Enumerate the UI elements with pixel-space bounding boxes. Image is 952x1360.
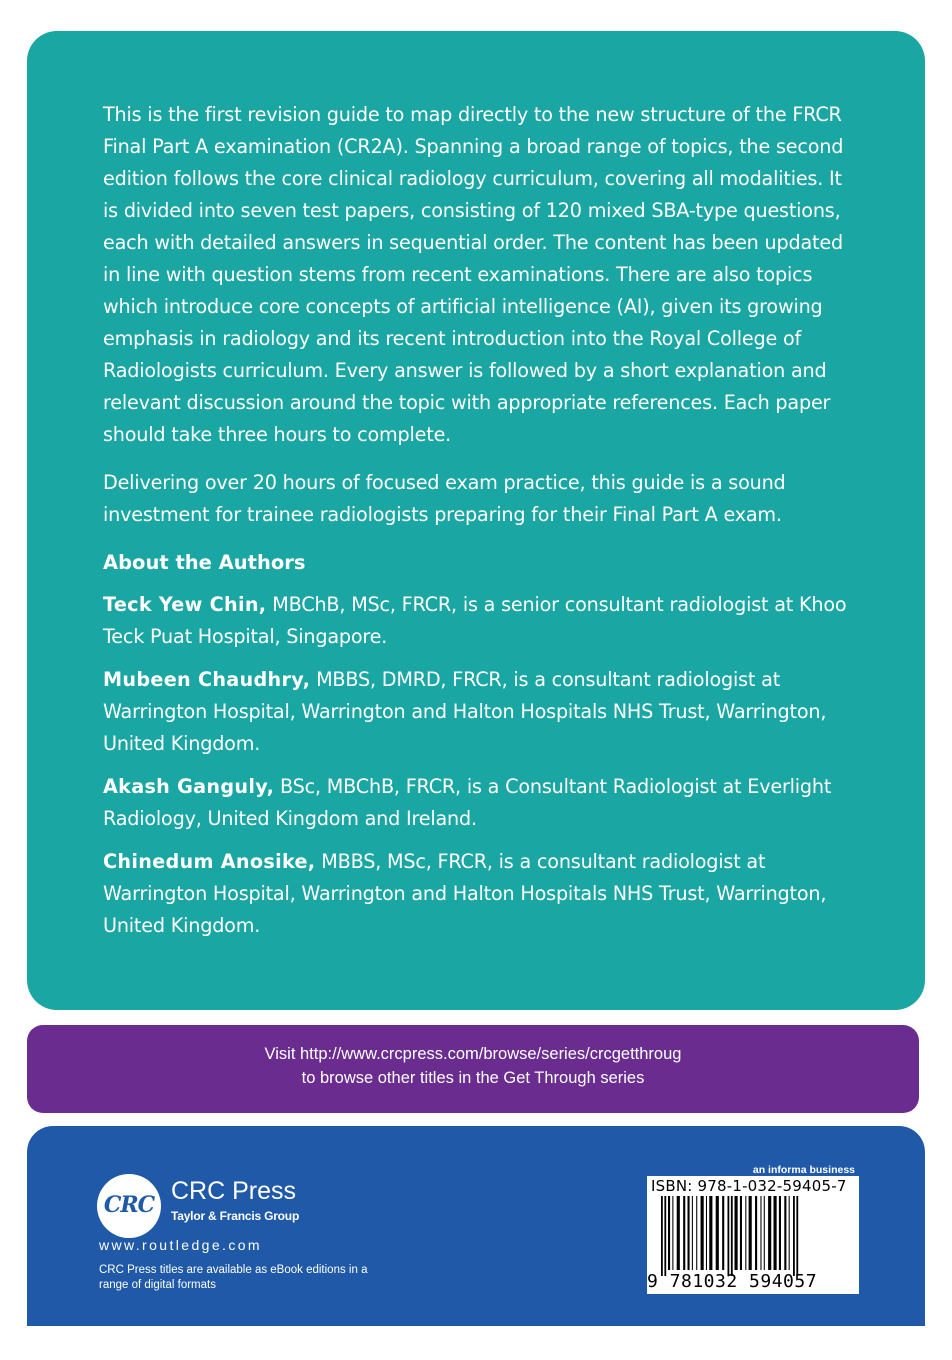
barcode-bar [755,1196,757,1270]
series-banner [27,1025,919,1113]
author-entry [103,846,855,942]
barcode-bar [722,1196,724,1270]
publisher-website[interactable]: www.routledge.com [99,1237,262,1253]
barcode-bar [789,1196,790,1270]
barcode-bar [735,1196,738,1270]
ebook-note: CRC Press titles are available as eBook editions in a range of digital formats [99,1264,368,1291]
authors-heading: About the Authors [103,551,306,574]
series-link[interactable]: Visit http://www.crcpress.com/browse/series/crcgetthroug [264,1045,682,1063]
barcode-bar [677,1196,680,1270]
barcode-bar [683,1196,685,1270]
informa-tagline: an informa business [752,1164,855,1176]
barcode-bar [760,1196,761,1270]
barcode-bar [764,1196,765,1270]
author-name: Akash Ganguly, [103,775,275,798]
barcode-bar [779,1196,781,1270]
description-paragraph-1: This is the first revision guide to map directly to the new structure of the FRCR Final Part A examination (CR2A). Spanning a broad range of topics, the second edition follows the core clinical radiology curriculum, covering all modalities. It is divided into seven test papers, consisting of 120 mixed SBA-type questions, each with detailed answers in sequential order. The content has been updated in line with question stems from recent examinations. There are also topics which introduce core concepts of artificial intelligence (AI), given its growing emphasis in radiology and its recent introduction into the Royal College of Radiologists curriculum. Every answer is followed by a short explanation and relevant discussion around the topic with appropriate references. Each paper should take three hours to complete. [103,103,844,446]
description-content [103,99,855,953]
barcode-bar [706,1196,707,1270]
series-caption: to browse other titles in the Get Through series [301,1069,645,1087]
author-entry [103,589,855,653]
barcode-bar [709,1196,712,1270]
author-bio: MBBS, DMRD, FRCR, is a consultant radiologist at Warrington Hospital, Warrington and Halton Hospitals NHS Trust, Warrington, United Kingdom. [103,668,827,755]
barcode-bar [661,1196,663,1276]
author-entry [103,771,855,835]
barcode-bar [745,1196,746,1270]
barcode-digits: 9 781032 594057 [647,1271,818,1292]
barcode-bar [696,1196,697,1270]
author-bio: MBChB, MSc, FRCR, is a senior consultant radiologist at Khoo Teck Puat Hospital, Singapore. [103,593,847,648]
barcode-bar [688,1196,690,1270]
crc-logo-icon [97,1174,161,1238]
barcode-bar [731,1196,733,1276]
isbn-barcode [647,1176,859,1294]
barcode-bar [668,1196,670,1270]
publisher-name: CRC Press [171,1177,297,1205]
description-paragraph-2: Delivering over 20 hours of focused exam practice, this guide is a sound investment for trainee radiologists preparing for their Final Part A exam. [103,471,786,526]
author-bio: MBBS, MSc, FRCR, is a consultant radiologist at Warrington Hospital, Warrington and Halton Hospitals NHS Trust, Warrington, United Kingdom. [103,850,827,937]
author-bio: BSc, MBChB, FRCR, is a Consultant Radiologist at Everlight Radiology, United Kingdom and Ireland. [103,775,832,830]
barcode-bar [664,1196,666,1276]
barcode-bar [793,1196,795,1276]
author-name: Teck Yew Chin, [103,593,267,616]
barcode-bar [672,1196,673,1270]
barcode-bar [774,1196,777,1270]
barcode-bar [796,1196,798,1276]
author-entry [103,664,855,760]
barcode-bar [728,1196,730,1276]
author-name: Chinedum Anosike, [103,850,316,873]
barcode-bar [768,1196,771,1270]
barcode-bars [661,1196,853,1276]
publisher-group: Taylor & Francis Group [171,1209,300,1223]
barcode-bar [716,1196,719,1270]
crc-logo-text: CRC [103,1192,155,1218]
description-panel [27,31,925,1010]
isbn-label: ISBN: 978-1-032-59405-7 [651,1177,847,1195]
author-name: Mubeen Chaudhry, [103,668,311,691]
barcode-bar [701,1196,704,1270]
barcode-bar [749,1196,752,1270]
barcode-bar [784,1196,786,1270]
publisher-footer [27,1126,925,1326]
barcode-bar [740,1196,742,1270]
barcode-bar [692,1196,693,1270]
